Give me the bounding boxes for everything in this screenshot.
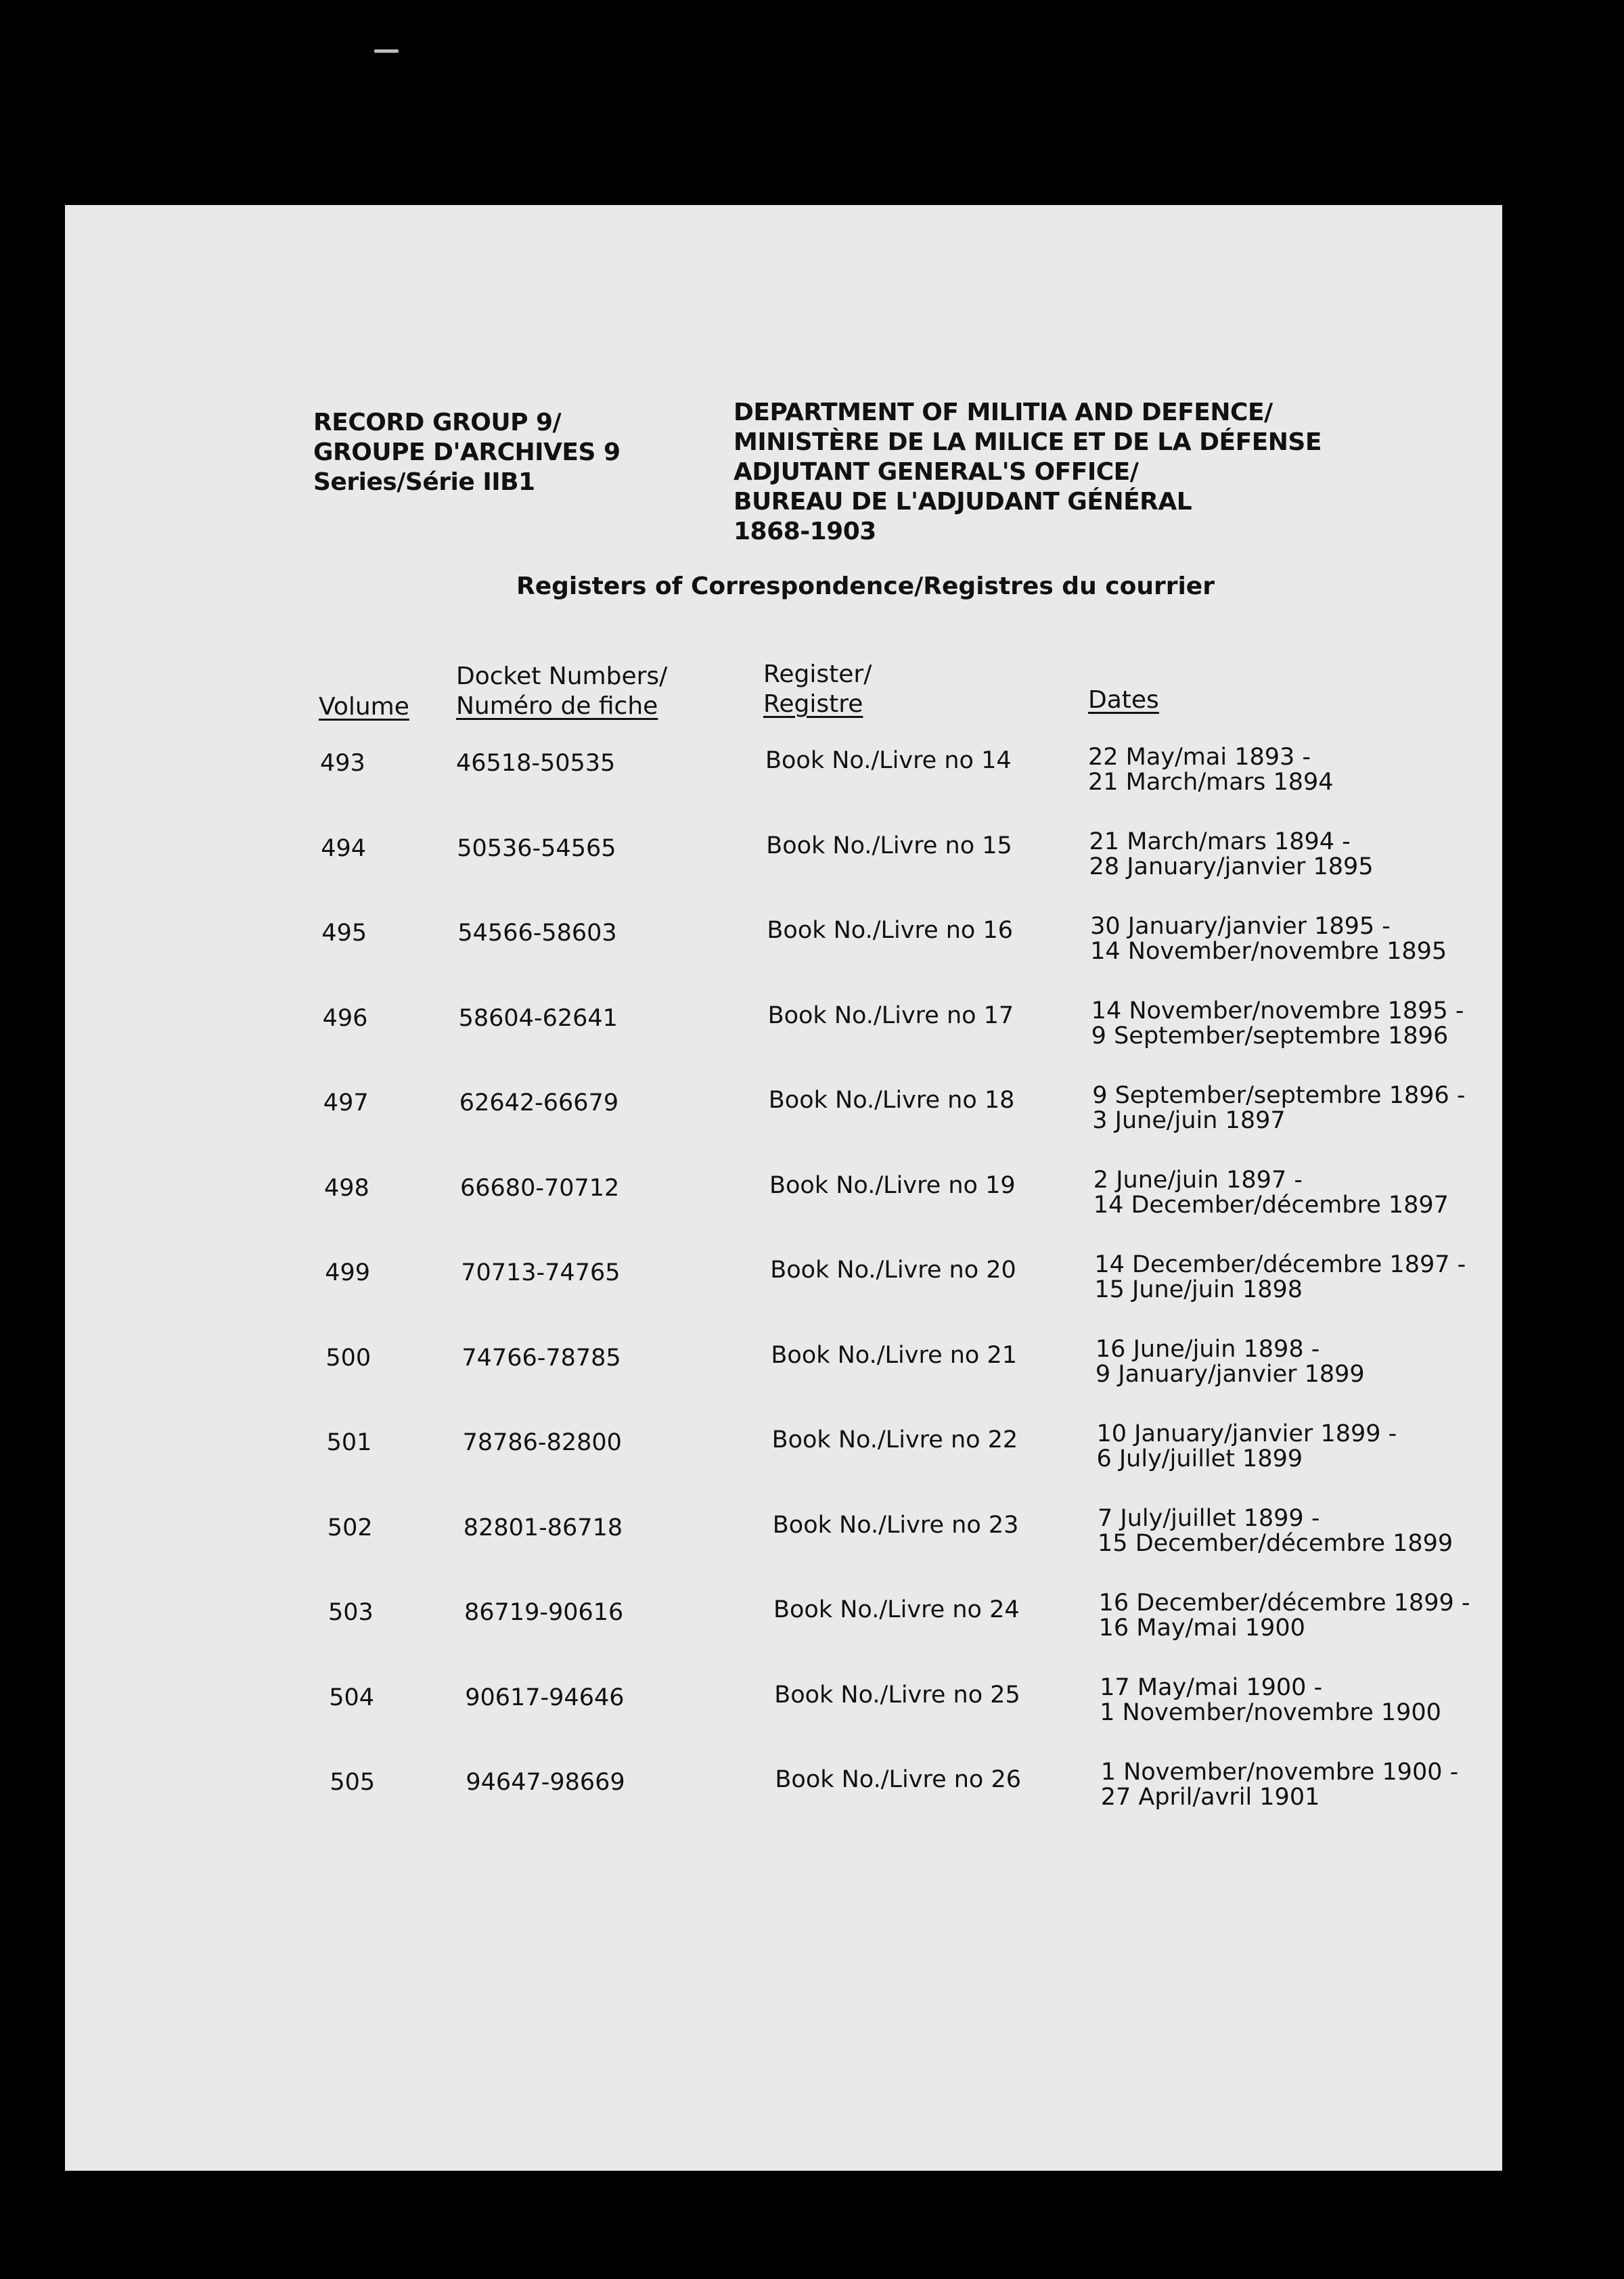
volume-cell: 495: [321, 920, 367, 947]
docket-cell: 70713-74765: [461, 1259, 621, 1286]
date-start-cell: 14 November/novembre 1895 -: [1091, 997, 1464, 1024]
date-start-cell: 9 September/septembre 1896 -: [1092, 1082, 1466, 1109]
register-cell: Book No./Livre no 25: [774, 1681, 1020, 1709]
column-header-register-line2: Registre: [763, 690, 863, 718]
volume-cell: 497: [323, 1089, 369, 1116]
date-start-cell: 16 December/décembre 1899 -: [1098, 1589, 1470, 1617]
column-header-register: [763, 660, 872, 719]
office-line-fr: BUREAU DE L'ADJUDANT GÉNÉRAL: [734, 488, 1192, 516]
register-cell: Book No./Livre no 24: [773, 1596, 1020, 1623]
date-range-line: 1868-1903: [734, 518, 876, 545]
volume-cell: 499: [325, 1259, 370, 1286]
date-start-cell: 16 June/juin 1898 -: [1095, 1336, 1320, 1363]
volume-cell: 496: [322, 1004, 368, 1032]
register-cell: Book No./Livre no 15: [766, 832, 1012, 859]
date-end-cell: 27 April/avril 1901: [1100, 1784, 1320, 1811]
docket-cell: 90617-94646: [465, 1684, 625, 1711]
date-end-cell: 14 November/novembre 1895: [1090, 938, 1447, 965]
register-cell: Book No./Livre no 21: [771, 1341, 1017, 1369]
column-header-docket-line2: Numéro de fiche: [456, 692, 658, 720]
docket-cell: 94647-98669: [466, 1769, 625, 1796]
docket-cell: 86719-90616: [464, 1599, 624, 1626]
date-end-cell: 15 December/décembre 1899: [1098, 1530, 1453, 1557]
scan-mark: [374, 49, 399, 53]
date-start-cell: 30 January/janvier 1895 -: [1090, 913, 1391, 940]
register-cell: Book No./Livre no 26: [775, 1766, 1021, 1793]
volume-cell: 503: [328, 1599, 374, 1626]
docket-cell: 82801-86718: [463, 1514, 623, 1541]
date-end-cell: 9 September/septembre 1896: [1091, 1022, 1449, 1050]
date-start-cell: 2 June/juin 1897 -: [1093, 1167, 1303, 1194]
office-line-en: ADJUTANT GENERAL'S OFFICE/: [734, 458, 1139, 486]
date-end-cell: 16 May/mai 1900: [1098, 1615, 1305, 1642]
register-cell: Book No./Livre no 23: [772, 1511, 1019, 1539]
volume-cell: 494: [321, 834, 366, 862]
record-group-header: [313, 408, 621, 497]
department-line-fr: MINISTÈRE DE LA MILICE ET DE LA DÉFENSE: [734, 428, 1322, 456]
docket-cell: 46518-50535: [456, 750, 616, 777]
column-header-volume: Volume: [319, 693, 409, 721]
docket-cell: 54566-58603: [457, 920, 617, 947]
column-header-dates: Dates: [1088, 686, 1159, 714]
date-start-cell: 14 December/décembre 1897 -: [1094, 1251, 1466, 1278]
department-line-en: DEPARTMENT OF MILITIA AND DEFENCE/: [734, 399, 1273, 426]
document-page: [65, 205, 1502, 2171]
volume-cell: 504: [329, 1684, 374, 1711]
date-end-cell: 21 March/mars 1894: [1088, 769, 1334, 796]
register-cell: Book No./Livre no 19: [769, 1171, 1016, 1199]
volume-cell: 498: [324, 1174, 369, 1202]
date-end-cell: 28 January/janvier 1895: [1089, 853, 1374, 880]
date-start-cell: 10 January/janvier 1899 -: [1096, 1420, 1397, 1447]
date-start-cell: 17 May/mai 1900 -: [1100, 1674, 1323, 1701]
docket-cell: 78786-82800: [462, 1429, 622, 1456]
series-line: Series/Série IIB1: [313, 468, 535, 496]
document-subtitle: Registers of Correspondence/Registres du courrier: [516, 572, 1215, 600]
date-start-cell: 7 July/juillet 1899 -: [1098, 1505, 1320, 1532]
volume-cell: 505: [330, 1769, 376, 1796]
volume-cell: 500: [325, 1344, 371, 1372]
record-group-line: RECORD GROUP 9/: [313, 409, 562, 436]
register-cell: Book No./Livre no 20: [770, 1257, 1016, 1284]
column-header-docket-line1: Docket Numbers/: [456, 662, 668, 690]
date-end-cell: 1 November/novembre 1900: [1100, 1699, 1441, 1726]
docket-cell: 50536-54565: [457, 834, 616, 862]
column-header-register-line1: Register/: [763, 660, 872, 688]
register-cell: Book No./Livre no 18: [768, 1087, 1015, 1114]
column-header-docket: [456, 662, 667, 721]
register-cell: Book No./Livre no 16: [767, 917, 1013, 944]
docket-cell: 74766-78785: [461, 1344, 621, 1372]
volume-cell: 502: [327, 1514, 373, 1541]
docket-cell: 62642-66679: [459, 1089, 619, 1116]
date-start-cell: 21 March/mars 1894 -: [1089, 828, 1351, 855]
docket-cell: 58604-62641: [458, 1004, 618, 1032]
volume-cell: 493: [320, 750, 365, 777]
date-start-cell: 22 May/mai 1893 -: [1088, 744, 1311, 771]
volume-cell: 501: [326, 1429, 372, 1456]
docket-cell: 66680-70712: [460, 1174, 620, 1202]
date-end-cell: 14 December/décembre 1897: [1093, 1192, 1449, 1219]
register-cell: Book No./Livre no 17: [767, 1001, 1014, 1029]
date-end-cell: 9 January/janvier 1899: [1095, 1361, 1365, 1388]
department-header: [734, 398, 1322, 547]
date-end-cell: 15 June/juin 1898: [1094, 1276, 1303, 1303]
register-cell: Book No./Livre no 22: [771, 1426, 1018, 1453]
register-cell: Book No./Livre no 14: [765, 747, 1012, 774]
date-end-cell: 6 July/juillet 1899: [1096, 1445, 1303, 1472]
archives-group-line: GROUPE D'ARCHIVES 9: [313, 438, 621, 466]
date-start-cell: 1 November/novembre 1900 -: [1100, 1759, 1459, 1786]
date-end-cell: 3 June/juin 1897: [1092, 1107, 1286, 1134]
